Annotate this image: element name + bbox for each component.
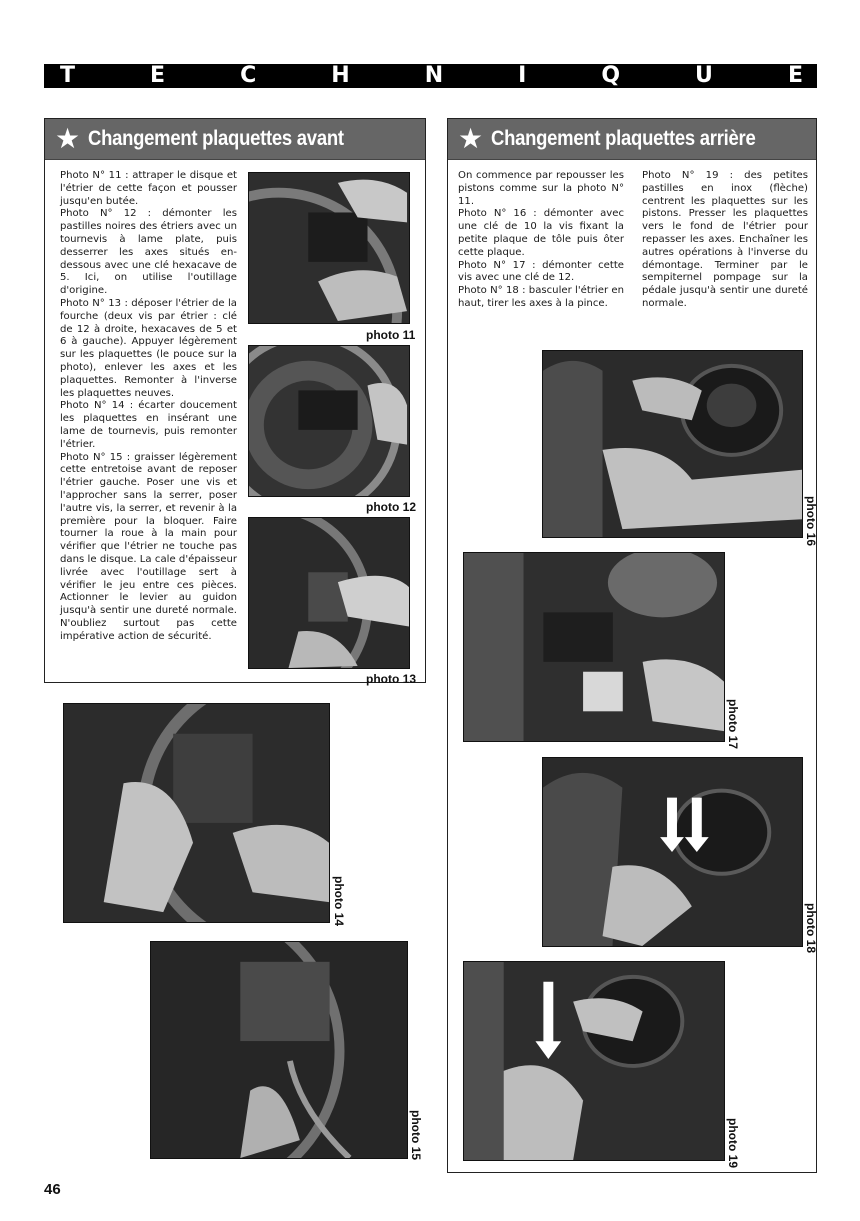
paragraph: Photo N° 14 : écarter doucement les plaquettes en insérant une lame de tournevis, puis remonter l'étrier.	[60, 400, 237, 450]
page-number: 46	[44, 1181, 61, 1198]
paragraph: Photo N° 18 : basculer l'étrier en haut, tirer les axes à la pince.	[458, 285, 624, 309]
photo-19	[463, 961, 725, 1161]
header-letter: U	[695, 63, 713, 88]
header-letter: T	[60, 63, 76, 88]
photo-17	[463, 552, 725, 742]
header-letter: H	[331, 63, 350, 88]
rear-pads-title: Changement plaquettes arrière	[491, 127, 756, 150]
paragraph: Photo N° 17 : démonter cette vis avec une clé de 12.	[458, 259, 624, 284]
rear-pads-text-col1	[458, 170, 624, 311]
header-letter: E	[787, 63, 803, 88]
photo-12-caption: photo 12	[366, 500, 416, 514]
photo-18	[542, 757, 803, 947]
technique-header-band	[44, 64, 817, 88]
photo-16	[542, 350, 803, 538]
paragraph: Photo N° 19 : des petites pastilles en inox (flèche) centrent les plaquettes sur les pistons. Presser les plaquettes vers le fond de l'étrier pour repasser les axes. Enchaîner les autres opérations à l'inverse du démontage. Terminer par le sempiternel pompage sur la pédale jusqu'à sentir une dureté normale.	[642, 170, 808, 309]
photo-11	[248, 172, 410, 324]
photo-17-caption: photo 17	[726, 699, 740, 749]
header-letter: C	[240, 63, 257, 88]
photo-15-caption: photo 15	[409, 1110, 423, 1160]
paragraph: Photo N° 16 : démonter avec une clé de 10 la vis fixant la petite plaque de tôle puis ôter cette plaque.	[458, 208, 624, 258]
paragraph: Photo N° 12 : démonter les pastilles noires des étriers avec un tournevis à lame plate, puis desserrer les axes situés en-dessous avec une clé hexacave de 5. Ici, on utilise l'outillage d'origine.	[60, 208, 237, 297]
photo-13-caption: photo 13	[366, 672, 416, 686]
rear-pads-text-col2	[642, 170, 808, 311]
front-pads-title: Changement plaquettes avant	[88, 127, 344, 150]
star-icon: ★	[458, 123, 484, 154]
header-letter: Q	[601, 63, 621, 88]
header-letter: N	[424, 63, 444, 88]
photo-19-caption: photo 19	[726, 1118, 740, 1168]
header-letter: I	[518, 63, 527, 88]
front-pads-text	[60, 170, 237, 643]
paragraph: Photo N° 11 : attraper le disque et l'étrier de cette façon et pousser jusqu'en butée.	[60, 170, 237, 207]
header-letter: E	[150, 63, 166, 88]
paragraph: Photo N° 13 : déposer l'étrier de la fourche (deux vis par étrier : clé de 12 à droite, hexacaves de 5 et 6 à gauche). Appuyer légèrement sur les plaquettes (le pouce sur la photo), enlever les axes et les plaquettes. Remonter à l'inverse les plaquettes neuves.	[60, 297, 237, 399]
photo-15	[150, 941, 408, 1159]
photo-13	[248, 517, 410, 669]
rear-pads-title-bar	[448, 119, 816, 160]
photo-18-caption: photo 18	[804, 903, 818, 953]
photo-14	[63, 703, 330, 923]
photo-12	[248, 345, 410, 497]
front-pads-title-bar	[45, 119, 425, 160]
photo-16-caption: photo 16	[804, 496, 818, 546]
photo-11-caption: photo 11	[366, 328, 416, 342]
paragraph: Photo N° 15 : graisser légèrement cette entretoise avant de reposer l'étrier gauche. Poser une vis et l'approcher sans la serrer, poser l'autre vis, la serrer, et revenir à la première pour la bloquer. Faire tourner la roue à la main pour vérifier que l'étrier ne touche pas dans le disque. La cale d'épaisseur livrée avec l'outillage sert à vérifier le jeu entre ces pièces. Actionner le levier au guidon jusqu'à sentir une dureté normale. N'oubliez surtout pas cette impérative action de sécurité.	[60, 451, 237, 642]
paragraph: On commence par repousser les pistons comme sur la photo N° 11.	[458, 170, 624, 207]
photo-14-caption: photo 14	[332, 876, 346, 926]
star-icon: ★	[55, 123, 81, 154]
